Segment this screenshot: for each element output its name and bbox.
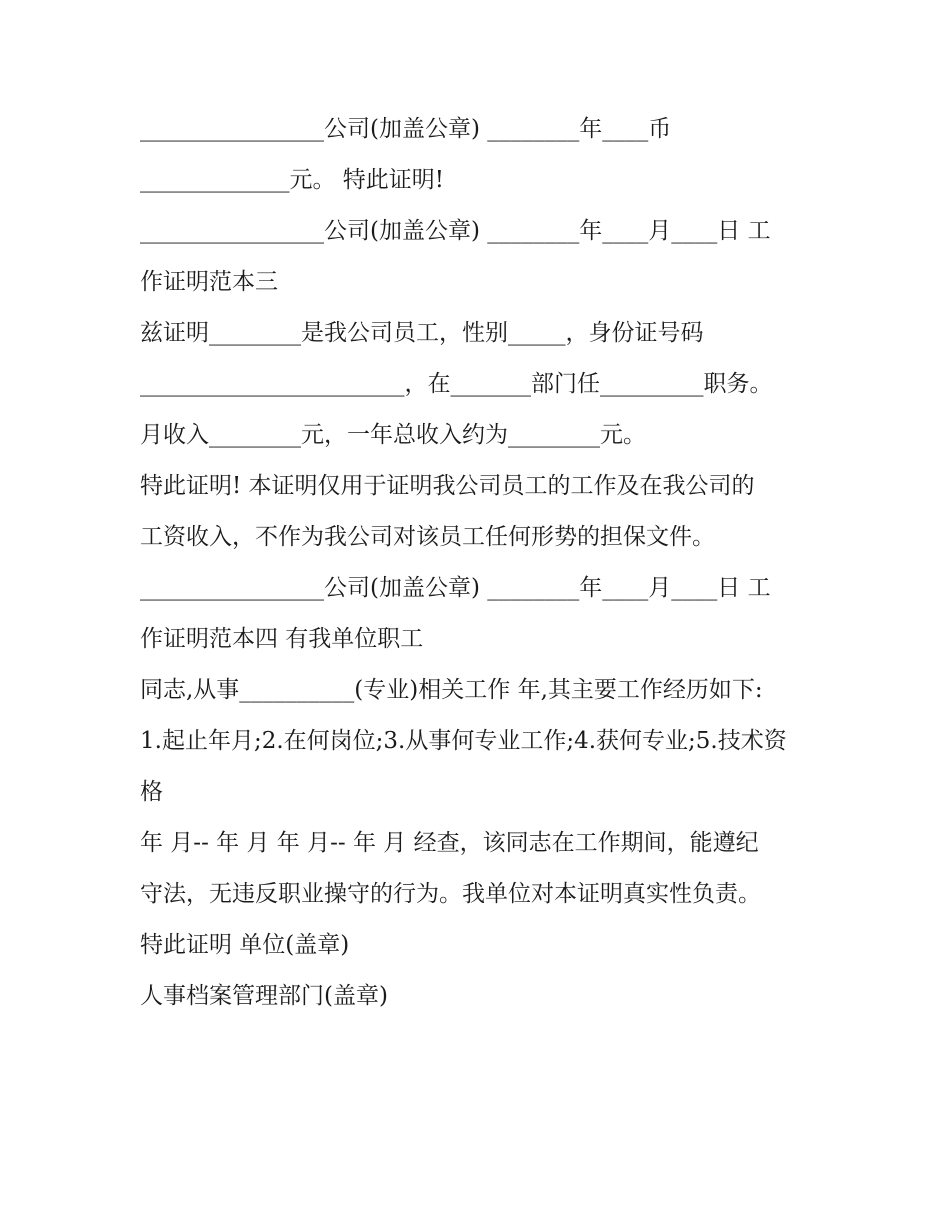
text-line: ________________公司(加盖公章) ________年____月____日 工	[140, 218, 771, 244]
text-line: 作证明范本三	[140, 269, 278, 295]
text-line: ________________公司(加盖公章) ________年____币	[140, 116, 672, 142]
text-line: 工资收入，不作为我公司对该员工任何形势的担保文件。	[140, 524, 715, 550]
text-line: 特此证明 单位(盖章)	[140, 932, 350, 958]
text-line: 同志,从事__________(专业)相关工作 年,其主要工作经历如下:	[140, 677, 763, 703]
text-line: 月收入________元，一年总收入约为________元。	[140, 422, 646, 448]
text-line: _____________元。 特此证明!	[140, 167, 445, 193]
text-line: 特此证明! 本证明仅用于证明我公司员工的工作及在我公司的	[140, 473, 755, 499]
text-line: _______________________，在_______部门任_________职务。	[140, 371, 773, 397]
text-line: 作证明范本四 有我单位职工	[140, 626, 424, 652]
text-line: 兹证明________是我公司员工，性别_____，身份证号码	[140, 320, 704, 346]
text-line: 年 月-- 年 月 年 月-- 年 月 经查，该同志在工作期间，能遵纪	[140, 830, 759, 856]
text-line: 守法，无违反职业操守的行为。我单位对本证明真实性负责。	[140, 881, 761, 907]
text-line: 1.起止年月;2.在何岗位;3.从事何专业工作;4.获何专业;5.技术资	[140, 728, 787, 754]
text-line: 格	[140, 779, 163, 805]
text-line: 人事档案管理部门(盖章)	[140, 983, 388, 1009]
text-line: ________________公司(加盖公章) ________年____月____日 工	[140, 575, 771, 601]
